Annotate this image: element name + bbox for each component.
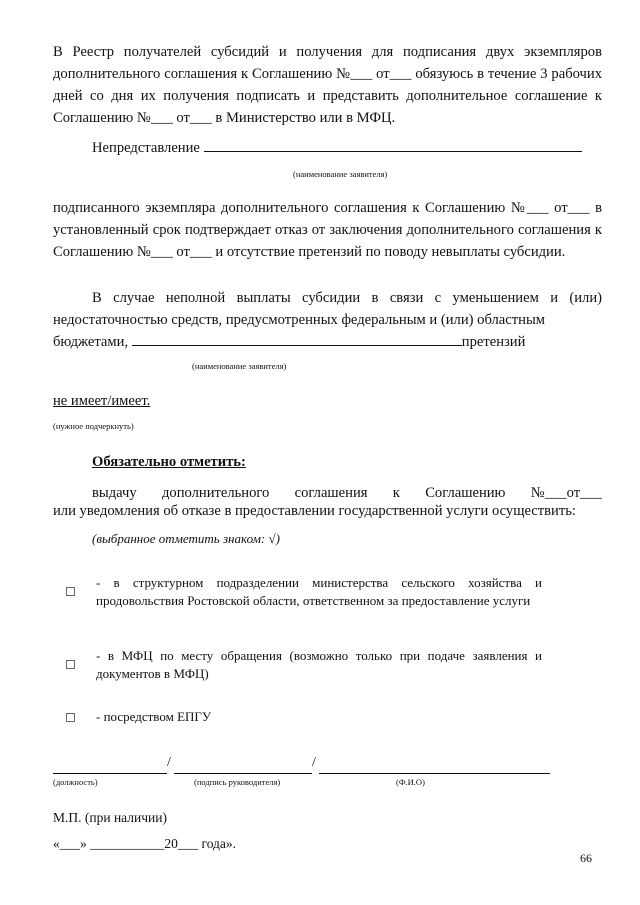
sign-caption: (подпись руководителя) <box>194 777 281 787</box>
mark-hint: (выбранное отметить знаком: √) <box>92 531 280 546</box>
nonsubmission-row <box>92 137 582 159</box>
option-ministry-text: - в структурном подразделении министерства сельского хозяйства и продовольствия Ростовской области, ответственном за предоставление услуги <box>96 575 542 608</box>
issue-word: дополнительного <box>161 485 270 501</box>
refusal-paragraph: подписанного экземпляра дополнительного соглашения к Соглашению №___ от___ в установленный срок подтверждает отказ от заключения дополнительного соглашения к Соглашению №___ от___ и отсутствие претензий по поводу невыплаты субсидии. <box>53 200 602 260</box>
signature-blank[interactable] <box>174 773 312 774</box>
has-not-has-text: не имеет/имеет. <box>53 393 151 409</box>
applicant-name-blank-2[interactable] <box>132 331 462 346</box>
signature-separator: / <box>167 755 171 770</box>
date-line: «___» ___________20___ года». <box>53 836 237 851</box>
partial-payment-paragraph: В случае неполной выплаты субсидии в связи с уменьшением и (или) недостаточностью средств, предусмотренных федеральным и (или) областным <box>53 290 602 328</box>
mandatory-heading: Обязательно отметить: <box>92 454 246 470</box>
option-checkbox-mfc[interactable] <box>66 660 75 669</box>
issue-word: №___от___ <box>530 485 602 501</box>
applicant-caption-2: (наименование заявителя) <box>192 361 287 371</box>
issue-word: выдачу <box>92 485 137 501</box>
applicant-name-blank[interactable] <box>204 137 582 152</box>
option-epgu-text: - посредством ЕПГУ <box>96 709 212 724</box>
signature-separator: / <box>312 755 316 770</box>
applicant-caption: (наименование заявителя) <box>293 169 388 179</box>
full-name-blank[interactable] <box>319 773 550 774</box>
option-mfc-text: - в МФЦ по месту обращения (возможно только при подаче заявления и документов в МФЦ) <box>96 648 542 681</box>
option-checkbox-ministry[interactable] <box>66 587 75 596</box>
obligation-paragraph: В Реестр получателей субсидий и получения для подписания двух экземпляров дополнительного соглашения к Соглашению №___ от___ обязуюсь в течение 3 рабочих дней со дня их получения подписать и представить дополнительное соглашение к Соглашению №___ от___ в Министерство или в МФЦ. <box>53 44 602 126</box>
underline-caption: (нужное подчеркнуть) <box>53 421 134 431</box>
seal-text: М.П. (при наличии) <box>53 810 167 825</box>
issue-line-2: или уведомления об отказе в предоставлении государственной услуги осуществить: <box>53 503 576 519</box>
option-checkbox-epgu[interactable] <box>66 713 75 722</box>
budgets-label: бюджетами, <box>53 334 129 350</box>
position-blank[interactable] <box>53 773 167 774</box>
name-caption: (Ф.И.О) <box>396 777 425 787</box>
position-caption: (должность) <box>53 777 98 787</box>
issue-word: соглашения <box>294 485 368 501</box>
page-number: 66 <box>580 851 592 865</box>
partial-payment-line <box>53 331 525 353</box>
claims-label: претензий <box>461 334 526 350</box>
issue-word: к <box>392 485 400 501</box>
issue-word: Соглашению <box>425 485 506 501</box>
nonsubmission-label: Непредставление <box>92 140 200 156</box>
